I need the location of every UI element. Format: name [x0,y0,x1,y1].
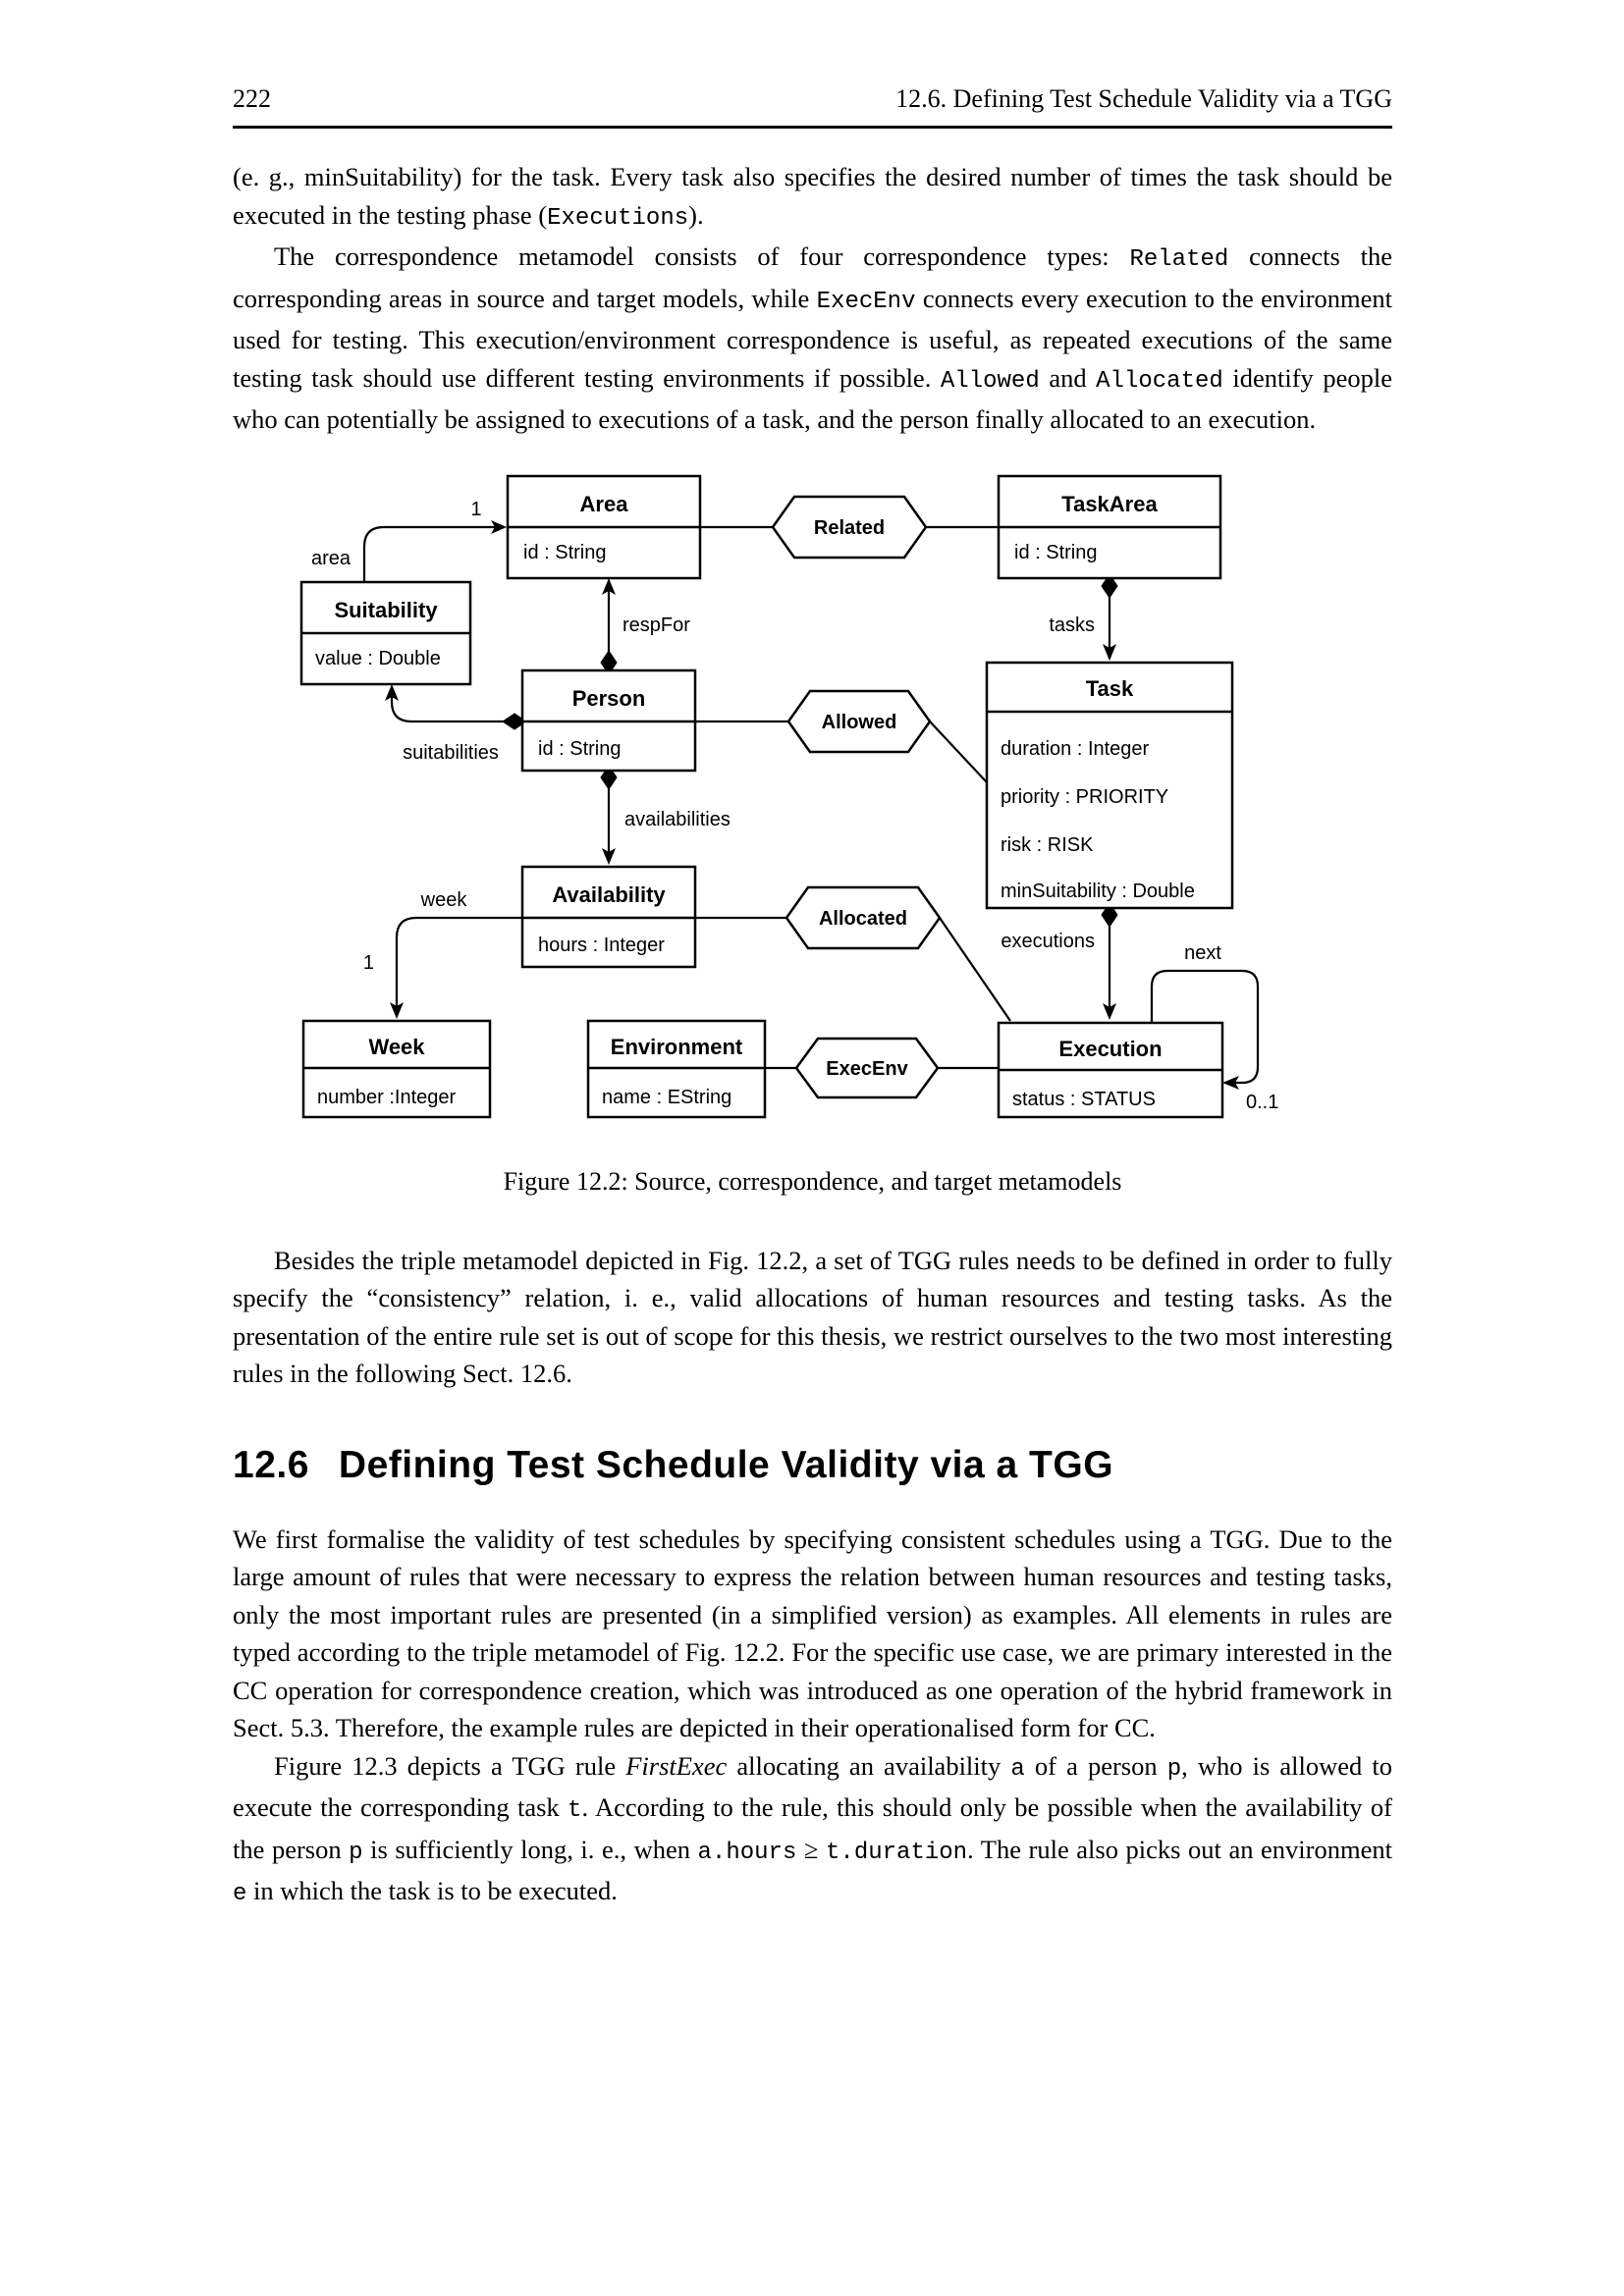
body-text [233,158,1392,1914]
class-attr: hours : Integer [538,934,665,956]
inline-code: Related [1129,246,1229,273]
hexagon-label: ExecEnv [826,1057,908,1080]
hexagon-label: Related [813,516,886,539]
inline-code: a [1010,1755,1025,1783]
metamodel-diagram [282,464,1381,1151]
edge-label-area-mult: 1 [470,498,482,520]
hexagon-label: Allocated [818,907,908,930]
edge-label-next-mult: 0..1 [1246,1091,1279,1113]
edge-week [363,889,522,1019]
class-title: TaskArea [1061,491,1158,516]
class-attr: risk : RISK [1001,833,1094,856]
text-run: connects every execution to the environment used for testing. This execution/environment correspondence is useful, as repeated executions of the same testing task should use different testing environments if possible. [233,283,1393,393]
paragraph-4 [233,1521,1392,1747]
edge-tasks [1049,574,1117,661]
class-availability [522,867,695,967]
class-title: Person [571,685,646,711]
text-run: . According to the rule, this should only be possible when the availability of the person [233,1792,1392,1864]
section-heading [233,1444,1392,1487]
edge-label-respfor: respFor [623,614,690,636]
paragraph-2 [233,238,1392,439]
class-title: Availability [552,881,666,907]
paragraph-5 [233,1747,1392,1914]
page-header [233,0,1392,129]
class-title: Week [368,1034,425,1059]
class-attr: value : Double [315,647,441,669]
class-taskarea [999,476,1220,578]
figure-caption: Figure 12.2: Source, correspondence, and target metamodels [503,1166,1122,1196]
text-run: identify people who can potentially be assigned to executions of a task, and the person finally allocated to an execution. [233,362,1393,434]
inline-code: Executions [547,204,689,232]
correspondence-related [773,497,926,558]
metamodel-figure [233,464,1392,1151]
inline-code: e [233,1881,247,1907]
class-attr: status : STATUS [1012,1088,1156,1110]
rule-name: FirstExec [625,1750,728,1781]
inline-code: p [349,1839,363,1866]
text-run: We first formalise the validity of test schedules by specifying consistent schedules using a TGG. Due to the large amount of rules that were necessary to express the relation between human resources and testing tasks, only the most important rules are presented (in a simplified version) as examples. All elements in rules are typed according to the triple metamodel of Fig. 12.2. For the specific use case, we are primary interested in the CC operation for correspondence creation, which was introduced as one operation of the hybrid framework in Sect. 5.3. Therefore, the example rules are depicted in their operationalised form for CC. [233,1523,1392,1742]
text-run: Besides the triple metamodel depicted in Fig. 12.2, a set of TGG rules needs to be defined in order to fully specify the “consistency” relation, i. e., valid allocations of human resources and testing tasks. As the presentation of the entire rule set is out of scope for this thesis, we restrict ourselves to the two most interesting rules in the following Sect. 12.6. [233,1245,1392,1388]
inline-code: t.duration [826,1839,968,1866]
section-number: 12.6 [233,1443,309,1486]
edge-label-suitabilities: suitabilities [403,741,499,764]
edge-label-tasks: tasks [1049,614,1095,636]
text-run: connects the corresponding areas in source and target models, while [233,241,1392,313]
class-environment [588,1021,765,1117]
inline-code: a.hours [697,1839,797,1866]
text-run: of a person [1024,1750,1167,1781]
page-content [233,0,1392,1914]
text-run: is sufficiently long, i. e., when [362,1834,698,1864]
inline-code: Allowed [940,367,1040,395]
class-attr: number :Integer [317,1086,457,1108]
edge-label-week-mult: 1 [362,951,374,974]
inline-code: t [568,1797,582,1824]
class-title: Suitability [334,597,438,622]
edge-area [311,499,507,582]
text-run: , who is allowed to execute the corresponding task [233,1750,1392,1822]
class-title: Execution [1058,1036,1163,1061]
edge-label-executions: executions [1001,930,1095,952]
edge-label-availabilities: availabilities [624,808,731,830]
class-attr: priority : PRIORITY [1001,785,1169,808]
class-title: Area [579,491,628,516]
section-title: Defining Test Schedule Validity via a TGG [338,1443,1114,1486]
class-task [987,663,1232,908]
class-attr: id : String [1014,541,1098,563]
inline-code: ExecEnv [816,288,916,315]
text-run: in which the task is to be executed. [246,1876,618,1905]
edge-label-week: week [420,888,467,911]
class-attr: minSuitability : Double [1001,880,1195,902]
correspondence-execenv [796,1039,938,1097]
edge-executions [1001,903,1117,1020]
inline-code: Allocated [1096,367,1223,395]
class-suitability [301,582,470,684]
class-execution [999,1023,1222,1117]
text-run: ). [688,199,704,230]
paragraph-1 [233,158,1392,238]
text-run: and [1039,362,1097,393]
edge-label-next: next [1184,941,1221,964]
class-title: Task [1085,675,1134,701]
geq-symbol: ≥ [796,1834,827,1864]
class-area [508,476,700,578]
running-header: 12.6. Defining Test Schedule Validity via a TGG [895,84,1392,113]
correspondence-allowed [788,691,930,752]
class-title: Environment [610,1034,743,1059]
inline-code: p [1166,1755,1182,1783]
edge-respfor [601,578,690,674]
paragraph-3 [233,1242,1392,1393]
text-run: allocating an availability [727,1750,1011,1781]
class-person [522,670,695,771]
text-run: . The rule also picks out an environment [967,1834,1392,1864]
edge-availabilities [601,766,731,865]
page-number: 222 [233,84,271,113]
text-run: Figure 12.3 depicts a TGG rule [274,1750,626,1781]
text-run: (e. g., minSuitability) for the task. Every task also specifies the desired number of times the task should be executed in the testing phase ( [233,162,1392,230]
text-run: The correspondence metamodel consists of four correspondence types: [274,241,1130,271]
class-attr: id : String [523,541,607,563]
edge-suitabilities [385,684,526,764]
class-week [303,1021,490,1117]
class-attr: name : EString [602,1086,732,1108]
class-attr: id : String [538,737,622,760]
hexagon-label: Allowed [821,711,897,733]
edge-label-area: area [311,547,352,569]
correspondence-allocated [786,887,940,948]
class-attr: duration : Integer [1001,737,1150,760]
